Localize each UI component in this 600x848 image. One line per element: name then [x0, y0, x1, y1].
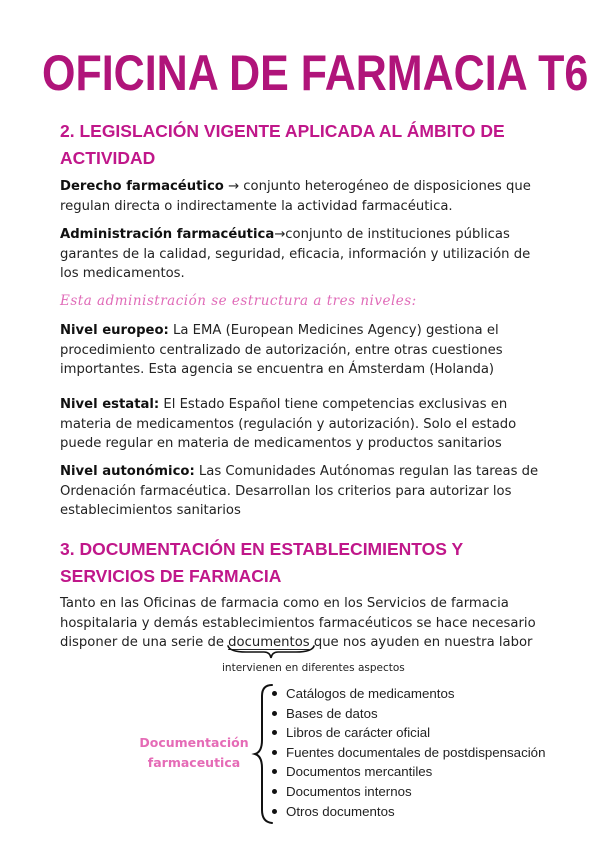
section-2-heading	[60, 118, 550, 172]
list-item-label: Documentos internos	[286, 783, 412, 799]
list-item	[286, 684, 545, 704]
documentation-label-line2: farmaceutica	[147, 755, 241, 770]
list-item-label: Libros de carácter oficial	[286, 725, 431, 741]
bullet-icon	[272, 789, 277, 794]
list-item-label: Catálogos de medicamentos	[286, 686, 455, 701]
section-2-heading-line2: ACTIVIDAD	[60, 148, 156, 168]
nivel-europeo-text: La EMA (European Medicines Agency) gestiona el procedimiento centralizado de autorización, entre otras cuestiones importantes. Esta agencia se encuentra en Ámsterdam (Holanda)	[60, 323, 503, 378]
nivel-estatal-term: Nivel estatal:	[60, 397, 160, 412]
bullet-icon	[272, 769, 277, 774]
section-2-heading-line1: 2. LEGISLACIÓN VIGENTE APLICADA AL ÁMBITO DE	[60, 121, 505, 141]
bullet-icon	[272, 691, 277, 696]
section-3-heading	[60, 536, 550, 590]
administracion-term: Administración farmacéutica	[60, 227, 275, 242]
list-item	[286, 723, 545, 743]
intro-text-after: que nos ayuden en nuestra labor	[309, 635, 533, 651]
section-3-heading-line2: SERVICIOS DE FARMACIA	[60, 566, 282, 586]
administracion-farmaceutica-paragraph	[60, 225, 540, 284]
bullet-icon	[272, 711, 277, 716]
list-item-label: Bases de datos	[286, 705, 378, 721]
derecho-text: conjunto heterogéneo de disposiciones que regulan directa o indirectamente la actividad farmacéutica.	[60, 179, 531, 214]
list-item-label: Documentos mercantiles	[286, 764, 433, 780]
nivel-estatal-text: El Estado Español tiene competencias exclusivas en materia de medicamentos (regulación y autorización). Solo el estado puede regular en materia de medicamentos y productos sanitarios	[60, 397, 517, 452]
documents-list	[286, 684, 545, 821]
page-title: OFICINA DE FARMACIA T6	[42, 45, 589, 101]
list-item	[286, 704, 545, 724]
intro-text-before: Tanto en las Oficinas de farmacia como en los Servicios de farmacia hospitalaria y demás establecimientos farmacéuticos se hace necesario disponer de una serie de	[60, 596, 536, 651]
documentation-label-line1: Documentación	[139, 735, 249, 750]
nivel-europeo-term: Nivel europeo:	[60, 323, 169, 338]
bullet-icon	[272, 750, 277, 755]
bullet-icon	[272, 730, 277, 735]
nivel-autonomico-paragraph	[60, 462, 540, 521]
section-3-heading-line1: 3. DOCUMENTACIÓN EN ESTABLECIMIENTOS Y	[60, 539, 464, 559]
list-item	[286, 802, 545, 822]
list-item-label: Otros documentos	[286, 803, 395, 819]
list-item	[286, 762, 545, 782]
derecho-arrow: →	[223, 179, 244, 194]
horizontal-brace-icon	[226, 644, 316, 660]
list-item	[286, 782, 545, 802]
nivel-europeo-paragraph	[60, 321, 540, 380]
bullet-icon	[272, 809, 277, 814]
list-item	[286, 743, 545, 763]
derecho-term: Derecho farmacéutico	[60, 179, 224, 194]
nivel-estatal-paragraph	[60, 395, 540, 454]
nivel-autonomico-term: Nivel autonómico:	[60, 464, 195, 479]
documentation-label	[128, 733, 260, 773]
brace-annotation: intervienen en diferentes aspectos	[222, 662, 405, 674]
administracion-arrow: →	[274, 227, 286, 242]
handwritten-note: Esta administración se estructura a tres niveles:	[60, 293, 417, 309]
intro-underlined-word: documentos	[228, 635, 310, 651]
nivel-autonomico-text: Las Comunidades Autónomas regulan las tareas de Ordenación farmacéutica. Desarrollan los criterios para autorizar los establecimientos sanitarios	[60, 464, 539, 519]
list-item-label: Fuentes documentales de postdispensación	[286, 744, 546, 760]
administracion-text: conjunto de instituciones públicas garantes de la calidad, seguridad, eficacia, información y utilización de los medicamentos.	[60, 227, 531, 282]
derecho-farmaceutico-paragraph	[60, 177, 540, 216]
